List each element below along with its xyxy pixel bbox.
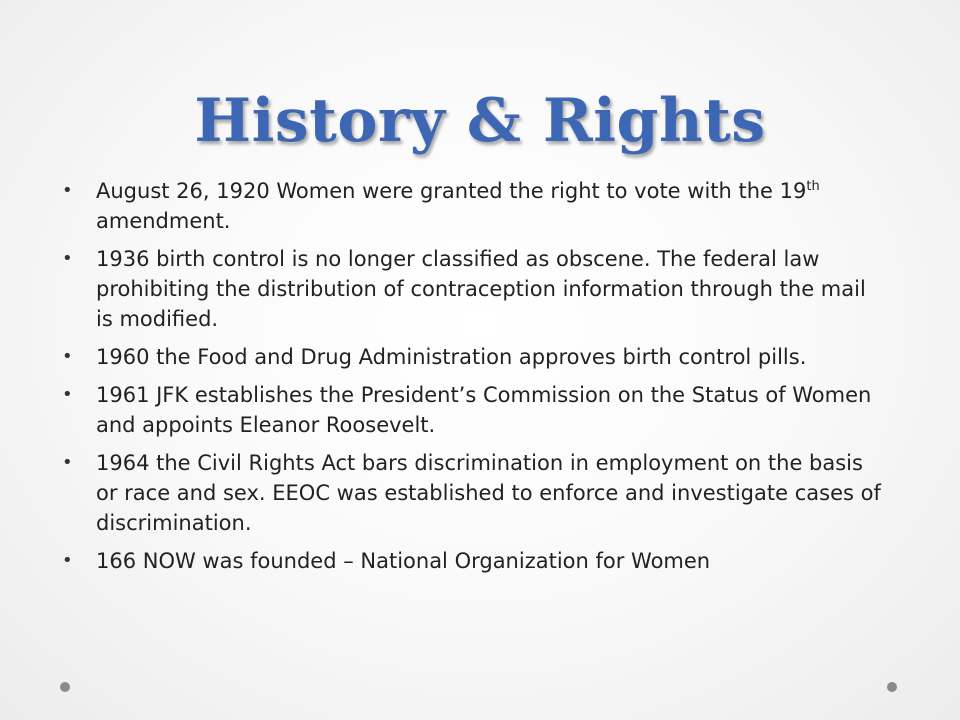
bullet-dot-icon: • <box>62 550 73 571</box>
bullet-item <box>62 342 882 372</box>
bullet-text: 1960 the Food and Drug Administration approves birth control pills. <box>96 345 807 369</box>
slide-title: History & Rights <box>194 86 766 156</box>
bullet-text: 1961 JFK establishes the President’s Commission on the Status of Women and appoints Eleanor Roosevelt. <box>96 383 872 437</box>
bullet-item <box>62 448 882 538</box>
bullet-item <box>62 546 882 576</box>
bullet-dot-icon: • <box>62 452 73 473</box>
bullet-text: 1964 the Civil Rights Act bars discrimination in employment on the basis or race and sex. EEOC was established to enforce and investigate cases of discrimination. <box>96 451 881 535</box>
left-corner-dot-icon <box>60 682 70 692</box>
bullet-item <box>62 380 882 440</box>
bullet-dot-icon: • <box>62 384 73 405</box>
bullet-text-continued: amendment. <box>96 209 231 233</box>
bullet-dot-icon: • <box>62 346 73 367</box>
bullet-item <box>62 244 882 334</box>
bullet-superscript: th <box>806 179 820 194</box>
bullet-text: 1936 birth control is no longer classified as obscene. The federal law prohibiting the distribution of contraception information through the mail is modified. <box>96 247 866 331</box>
bullet-text: 166 NOW was founded – National Organization for Women <box>96 549 711 573</box>
bullet-dot-icon: • <box>62 248 73 269</box>
bullet-dot-icon: • <box>62 180 73 201</box>
right-corner-dot-icon <box>887 682 897 692</box>
bullet-list <box>62 176 882 584</box>
bullet-item <box>62 176 882 236</box>
bullet-text: August 26, 1920 Women were granted the right to vote with the 19 <box>96 179 807 203</box>
